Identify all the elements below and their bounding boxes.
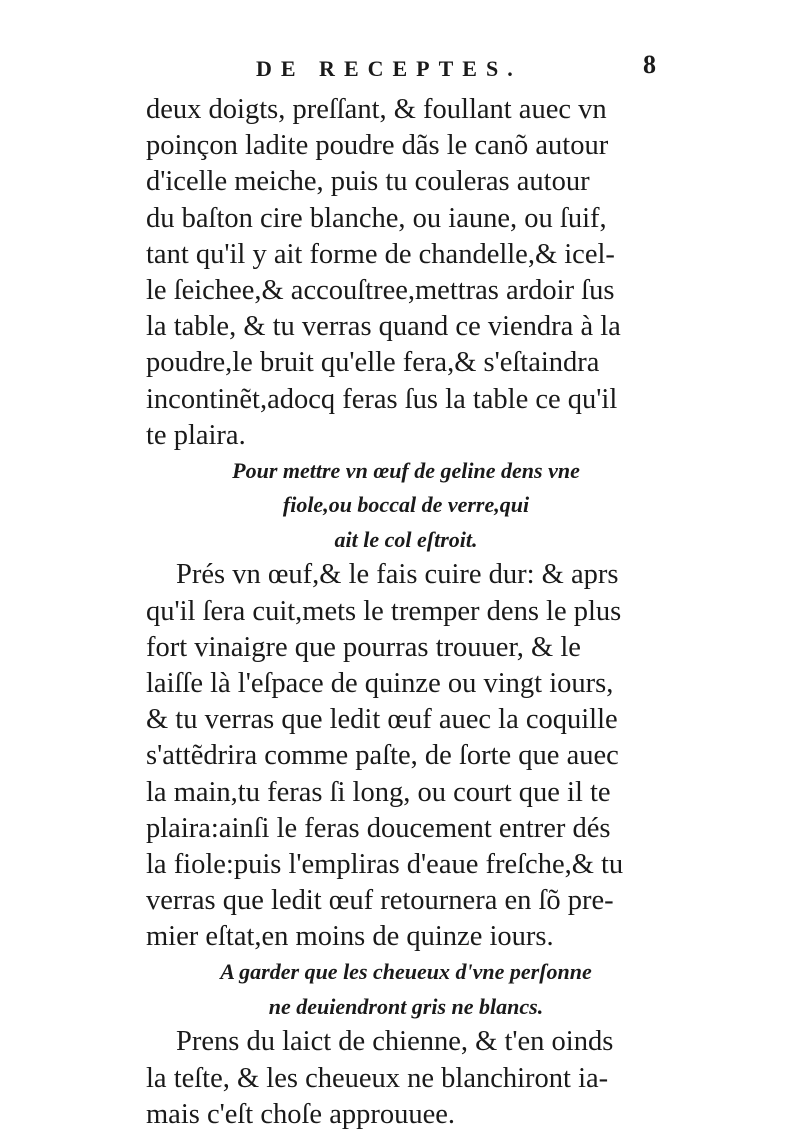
recipe-heading: A garder que les cheueux d'vne perſonne <box>220 959 592 985</box>
text-line: & tu verras que ledit œuf auec la coquille <box>146 704 618 736</box>
text-line: mais c'eſt choſe approuuee. <box>146 1098 456 1130</box>
recipe-heading: ait le col eſtroit. <box>334 526 478 552</box>
text-line: la teſte, & les cheueux ne blanchiront ia- <box>146 1062 609 1094</box>
text-line: qu'il ſera cuit,mets le tremper dens le plus <box>146 595 622 627</box>
text-line: d'icelle meiche, puis tu couleras autour <box>146 166 590 198</box>
text-line: plaira:ainſi le feras doucement entrer dés <box>146 812 611 844</box>
text-line: poinçon ladite poudre dãs le canõ autour <box>146 130 609 162</box>
recipe-heading: fiole,ou boccal de verre,qui <box>282 492 530 518</box>
running-title: DE RECEPTES. <box>256 56 522 81</box>
text-line: laiſſe là l'eſpace de quinze ou vingt iours, <box>146 667 614 699</box>
text-line: fort vinaigre que pourras trouuer, & le <box>146 631 581 663</box>
text-line: poudre,le bruit qu'elle fera,& s'eſtaindra <box>146 347 600 379</box>
text-line: mier eſtat,en moins de quinze iours. <box>146 921 554 953</box>
text-line: incontinẽt,adocq feras ſus la table ce qu'il <box>146 383 618 415</box>
page-header <box>148 50 668 90</box>
text-line: la table, & tu verras quand ce viendra à la <box>146 311 621 343</box>
recipe-heading: ne deuiendront gris ne blancs. <box>268 993 544 1019</box>
text-line: tant qu'il y ait forme de chandelle,& icel- <box>146 238 615 270</box>
text-line: s'attẽdrira comme paſte, de ſorte que auec <box>146 740 619 772</box>
text-line: deux doigts, preſſant, & foullant auec vn <box>146 94 607 125</box>
text-line: du baſton cire blanche, ou iaune, ou ſuif, <box>146 202 607 234</box>
text-line: Prés vn œuf,& le fais cuire dur: & aprs <box>176 559 619 591</box>
text-line: verras que ledit œuf retournera en ſõ pre- <box>146 885 614 917</box>
text-line: la main,tu feras ſi long, ou court que il te <box>146 776 611 808</box>
text-line: te plaira. <box>146 419 246 451</box>
text-line: Prens du laict de chienne, & t'en oinds <box>176 1026 614 1058</box>
text-line: le ſeichee,& accouſtree,mettras ardoir ſus <box>146 274 615 306</box>
recipe-heading: Pour mettre vn œuf de geline dens vne <box>232 457 580 483</box>
text-line: la fiole:puis l'empliras d'eaue freſche,& tu <box>146 848 624 880</box>
body-text <box>146 92 666 1133</box>
page-number: 8 <box>643 50 656 79</box>
